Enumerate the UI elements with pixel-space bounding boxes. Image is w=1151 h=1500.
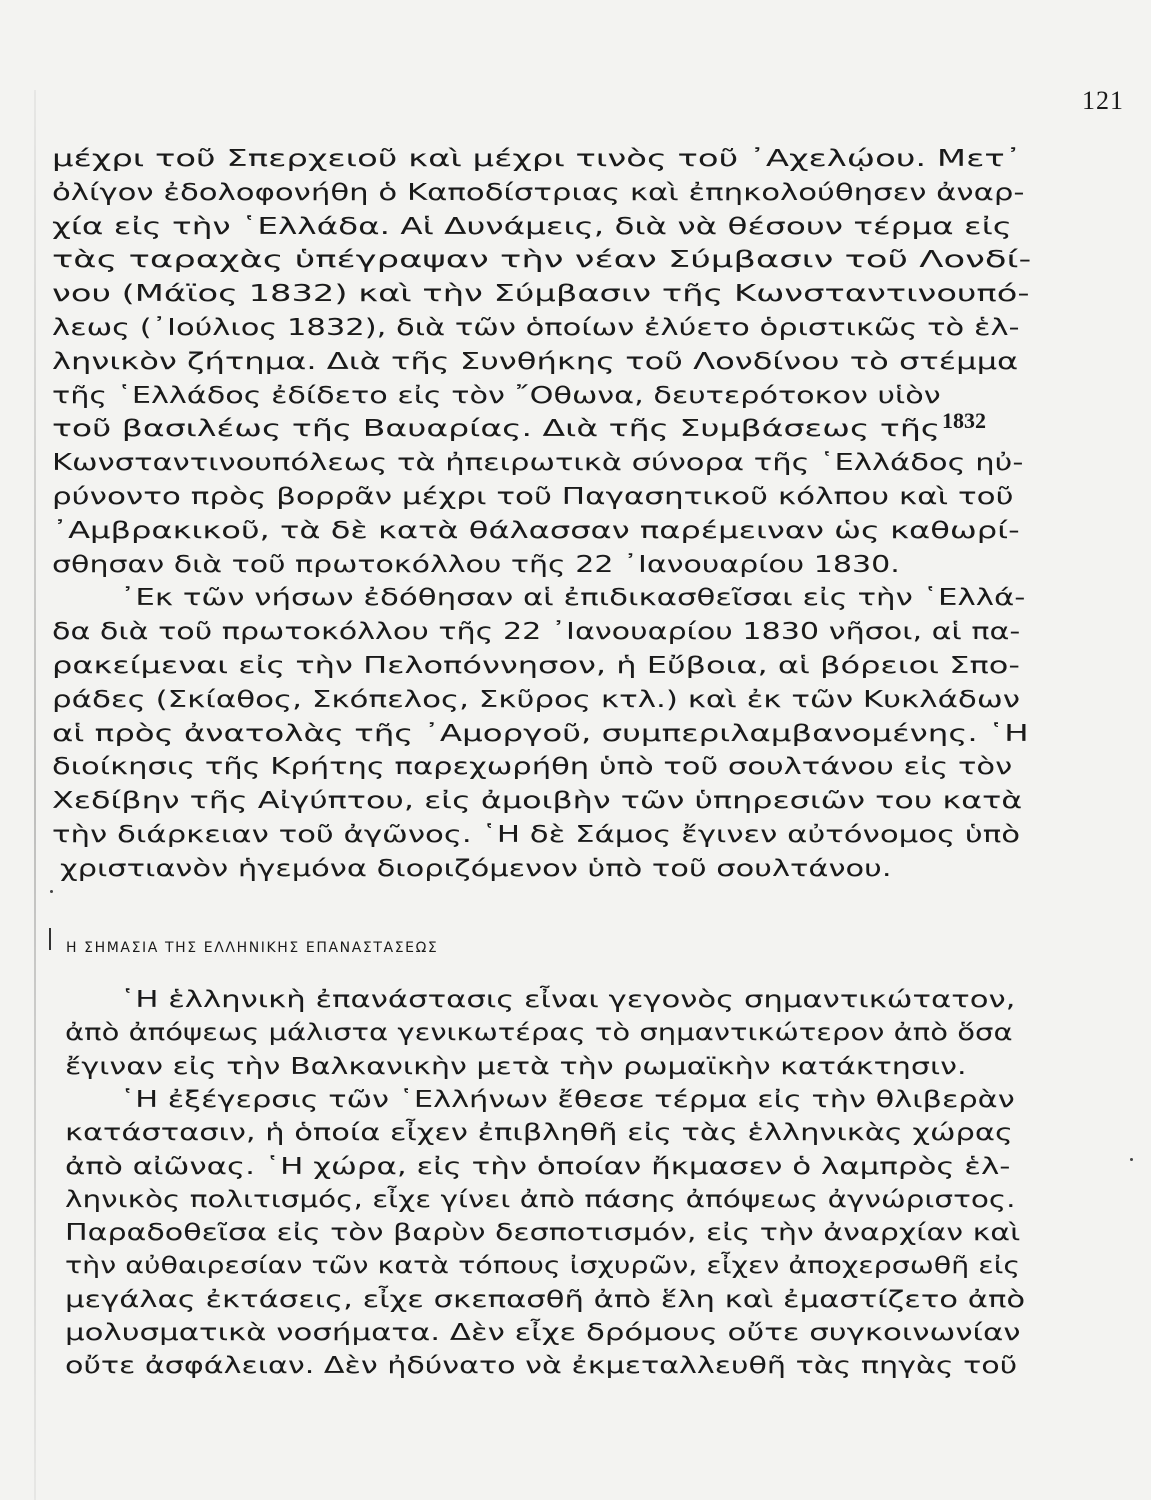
text-line: ρύνοντο πρὸς βορρᾶν μέχρι τοῦ Παγασητικοῦ κόλπου καὶ τοῦ: [52, 482, 1014, 510]
text-line: ῾Η ἐξέγερσις τῶν ῾Ελλήνων ἔθεσε τέρμα εἰς τὴν θλιβερὰν: [120, 1084, 1015, 1113]
text-line: Παραδοθεῖσα εἰς τὸν βαρὺν δεσποτισμόν, εἰς τὴν ἀναρχίαν καὶ: [65, 1218, 1021, 1247]
text-line: νου (Μάϊος 1832) καὶ τὴν Σύμβασιν τῆς Κωνσταντινουπό-: [52, 279, 1030, 308]
page-number: 121: [1082, 86, 1124, 115]
text-line: ᾿Εκ τῶν νήσων ἐδόθησαν αἱ ἐπιδικασθεῖσαι εἰς τὴν ῾Ελλά-: [120, 583, 1026, 612]
scan-speck: [1130, 1158, 1133, 1161]
text-line: ληνικὸν ζήτημα. Διὰ τῆς Συνθήκης τοῦ Λονδίνου τὸ στέμμα: [52, 346, 1019, 375]
text-line: χριστιανὸν ἡγεμόνα διοριζόμενον ὑπὸ τοῦ σουλτάνου.: [60, 853, 892, 882]
text-line: ᾿Αμβρακικοῦ, τὰ δὲ κατὰ θάλασσαν παρέμειναν ὡς καθωρί-: [52, 515, 1020, 544]
text-line: τὴν αὐθαιρεσίαν τῶν κατὰ τόπους ἰσχυρῶν, εἶχεν ἀποχερσωθῆ εἰς: [65, 1251, 1021, 1280]
text-line: ἀπὸ ἀπόψεως μάλιστα γενικωτέρας τὸ σημαντικώτερον ἀπὸ ὅσα: [65, 1018, 1013, 1047]
text-line: ἀπὸ αἰῶνας. ῾Η χώρα, εἰς τὴν ὁποίαν ἤκμασεν ὁ λαμπρὸς ἑλ-: [65, 1151, 1011, 1180]
text-line: ρακείμεναι εἰς τὴν Πελοπόννησον, ἡ Εὔβοια, αἱ βόρειοι Σπο-: [52, 651, 1020, 679]
text-line: ὀλίγον ἐδολοφονήθη ὁ Καποδίστριας καὶ ἐπηκολούθησεν ἀναρ-: [52, 177, 1025, 206]
text-line: μεγάλας ἐκτάσεις, εἶχε σκεπασθῆ ἀπὸ ἕλη καὶ ἐμαστίζετο ἀπὸ: [65, 1284, 1026, 1313]
text-line: ληνικὸς πολιτισμός, εἶχε γίνει ἀπὸ πάσης ἀπόψεως ἀγνώριστος.: [65, 1184, 1016, 1213]
text-line: τοῦ βασιλέως τῆς Βαυαρίας. Διὰ τῆς Συμβάσεως τῆς: [52, 414, 941, 443]
text-line: τῆς ῾Ελλάδος ἐδίδετο εἰς τὸν ῎Οθωνα, δευτερότοκον υἱὸν: [52, 380, 941, 409]
text-line: ἔγιναν εἰς τὴν Βαλκανικὴν μετὰ τὴν ρωμαϊκὴν κατάκτησιν.: [65, 1051, 967, 1080]
page-edge: [34, 90, 36, 1500]
text-line: διοίκησις τῆς Κρήτης παρεχωρήθη ὑπὸ τοῦ σουλτάνου εἰς τὸν: [52, 752, 1013, 781]
margin-note-year: 1832: [942, 408, 986, 433]
text-line: ῾Η ἑλληνικὴ ἐπανάστασις εἶναι γεγονὸς σημαντικώτατον,: [120, 985, 1016, 1013]
text-line: Χεδίβην τῆς Αἰγύπτου, εἰς ἀμοιβὴν τῶν ὑπηρεσιῶν του κατὰ: [52, 786, 1023, 815]
text-line: σθησαν διὰ τοῦ πρωτοκόλλου τῆς 22 ᾿Ιανουαρίου 1830.: [52, 549, 900, 578]
text-line: τὰς ταραχὰς ὑπέγραψαν τὴν νέαν Σύμβασιν τοῦ Λονδί-: [52, 245, 1032, 274]
text-line: λεως (᾿Ιούλιος 1832), διὰ τῶν ὁποίων ἐλύετο ὁριστικῶς τὸ ἑλ-: [52, 313, 1020, 341]
text-line: δα διὰ τοῦ πρωτοκόλλου τῆς 22 ᾿Ιανουαρίου 1830 νῆσοι, αἱ πα-: [52, 617, 1021, 646]
text-line: αἱ πρὸς ἀνατολὰς τῆς ᾿Αμοργοῦ, συμπεριλαμβανομένης. ῾Η: [52, 718, 1029, 747]
section-heading: Η ΣΗΜΑΣΙΑ ΤΗΣ ΕΛΛΗΝΙΚΗΣ ΕΠΑΝΑΣΤΑΣΕΩΣ: [66, 940, 439, 956]
scan-mark: [49, 928, 51, 950]
text-line: χία εἰς τὴν ῾Ελλάδα. Αἱ Δυνάμεις, διὰ νὰ θέσουν τέρμα εἰς: [52, 211, 1012, 240]
text-line: μέχρι τοῦ Σπερχειοῦ καὶ μέχρι τινὸς τοῦ ᾿Αχελῴου. Μετ᾿: [52, 144, 1022, 172]
text-line: τὴν διάρκειαν τοῦ ἀγῶνος. ῾Η δὲ Σάμος ἔγινεν αὐτόνομος ὑπὸ: [52, 820, 1021, 848]
text-line: Κωνσταντινουπόλεως τὰ ἠπειρωτικὰ σύνορα τῆς ῾Ελλάδος ηὐ-: [52, 448, 1024, 477]
scan-speck: [50, 890, 53, 893]
text-line: μολυσματικὰ νοσήματα. Δὲν εἶχε δρόμους οὔτε συγκοινωνίαν: [65, 1318, 1021, 1346]
text-line: ράδες (Σκίαθος, Σκόπελος, Σκῦρος κτλ.) καὶ ἐκ τῶν Κυκλάδων: [52, 684, 1021, 713]
text-line: κατάστασιν, ἡ ὁποία εἶχεν ἐπιβληθῆ εἰς τὰς ἑλληνικὰς χώρας: [65, 1118, 1013, 1147]
text-line: οὔτε ἀσφάλειαν. Δὲν ἠδύνατο νὰ ἐκμεταλλευθῆ τὰς πηγὰς τοῦ: [65, 1351, 1018, 1380]
